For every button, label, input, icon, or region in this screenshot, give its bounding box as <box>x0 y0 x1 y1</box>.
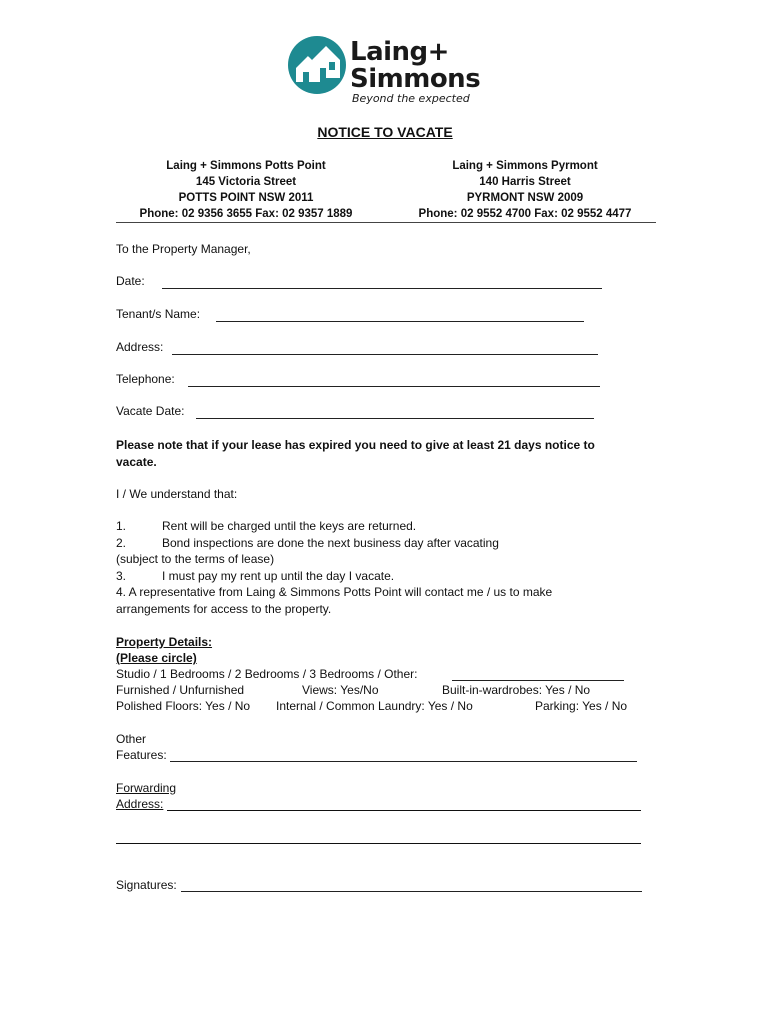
logo-wordmark-line1: Laing+ <box>350 37 449 67</box>
other-features-input-line[interactable] <box>170 761 637 762</box>
wardrobes-options[interactable]: Built-in-wardrobes: Yes / No <box>442 683 591 697</box>
signatures-input-line[interactable] <box>181 891 642 892</box>
forwarding-address-input-line1[interactable] <box>167 810 641 811</box>
property-details-heading: Property Details: <box>116 635 213 649</box>
list-number-1: 1. <box>116 519 127 533</box>
office-name: Laing + Simmons Pyrmont <box>452 160 598 172</box>
views-options[interactable]: Views: Yes/No <box>302 683 379 697</box>
telephone-field[interactable] <box>116 372 602 389</box>
notice-text-line1: Please note that if your lease has expired you need to give at least 21 days notice to <box>116 438 595 452</box>
date-input-line[interactable] <box>162 288 602 289</box>
date-label: Date: <box>116 274 145 288</box>
tenant-name-label: Tenant/s Name: <box>116 307 201 321</box>
vacate-date-label: Vacate Date: <box>116 404 185 418</box>
list-number-2: 2. <box>116 536 127 550</box>
office-name: Laing + Simmons Potts Point <box>166 160 326 172</box>
list-number-3: 3. <box>116 569 127 583</box>
bedrooms-options[interactable]: Studio / 1 Bedrooms / 2 Bedrooms / 3 Bedrooms / Other: <box>116 667 418 681</box>
office-street: 140 Harris Street <box>479 176 571 188</box>
floors-options[interactable]: Polished Floors: Yes / No <box>116 699 251 713</box>
address-label: Address: <box>116 340 164 354</box>
tenant-name-field[interactable] <box>116 307 586 324</box>
list-item-2: Bond inspections are done the next business day after vacating <box>162 536 499 550</box>
forwarding-address-label-line1: Forwarding <box>116 781 177 795</box>
address-field[interactable] <box>116 340 600 357</box>
company-logo <box>286 34 481 108</box>
office-pyrmont <box>400 158 650 222</box>
telephone-input-line[interactable] <box>188 386 600 387</box>
other-features-label-line1: Other <box>116 732 147 746</box>
logo-wordmark-line2: Simmons <box>350 64 481 94</box>
laundry-options[interactable]: Internal / Common Laundry: Yes / No <box>276 699 473 713</box>
other-features-label-line2: Features: <box>116 748 167 762</box>
signatures-label: Signatures: <box>116 878 177 892</box>
date-field[interactable] <box>116 274 606 291</box>
tenant-name-input-line[interactable] <box>216 321 584 322</box>
furnished-options[interactable]: Furnished / Unfurnished <box>116 683 245 697</box>
salutation: To the Property Manager, <box>116 242 251 256</box>
forwarding-address-label-line2: Address: <box>116 797 164 811</box>
vacate-date-input-line[interactable] <box>196 418 594 419</box>
office-street: 145 Victoria Street <box>195 176 297 188</box>
address-input-line[interactable] <box>172 354 598 355</box>
house-logo-icon <box>286 34 348 96</box>
logo-tagline: Beyond the expected <box>352 92 470 105</box>
list-item-4: 4. A representative from Laing & Simmons Potts Point will contact me / us to make <box>116 585 553 599</box>
forwarding-address-input-line2[interactable] <box>116 843 641 844</box>
header-divider <box>116 222 656 223</box>
office-potts-point <box>116 158 376 222</box>
parking-options[interactable]: Parking: Yes / No <box>535 699 628 713</box>
vacate-date-field[interactable] <box>116 404 596 421</box>
notice-text-line2: vacate. <box>116 455 157 469</box>
list-item-4-continued: arrangements for access to the property. <box>116 602 332 616</box>
telephone-label: Telephone: <box>116 372 175 386</box>
please-circle-note: (Please circle) <box>116 651 197 665</box>
page-title: NOTICE TO VACATE <box>317 124 453 140</box>
understand-heading: I / We understand that: <box>116 487 238 501</box>
office-contact: Phone: 02 9356 3655 Fax: 02 9357 1889 <box>139 208 353 220</box>
other-bedrooms-input-line[interactable] <box>452 680 624 681</box>
list-item-1: Rent will be charged until the keys are returned. <box>162 519 417 533</box>
office-suburb: PYRMONT NSW 2009 <box>466 192 584 204</box>
list-item-2-continued: (subject to the terms of lease) <box>116 552 275 566</box>
list-item-3: I must pay my rent up until the day I vacate. <box>162 569 395 583</box>
office-contact: Phone: 02 9552 4700 Fax: 02 9552 4477 <box>418 208 632 220</box>
office-suburb: POTTS POINT NSW 2011 <box>178 192 314 204</box>
